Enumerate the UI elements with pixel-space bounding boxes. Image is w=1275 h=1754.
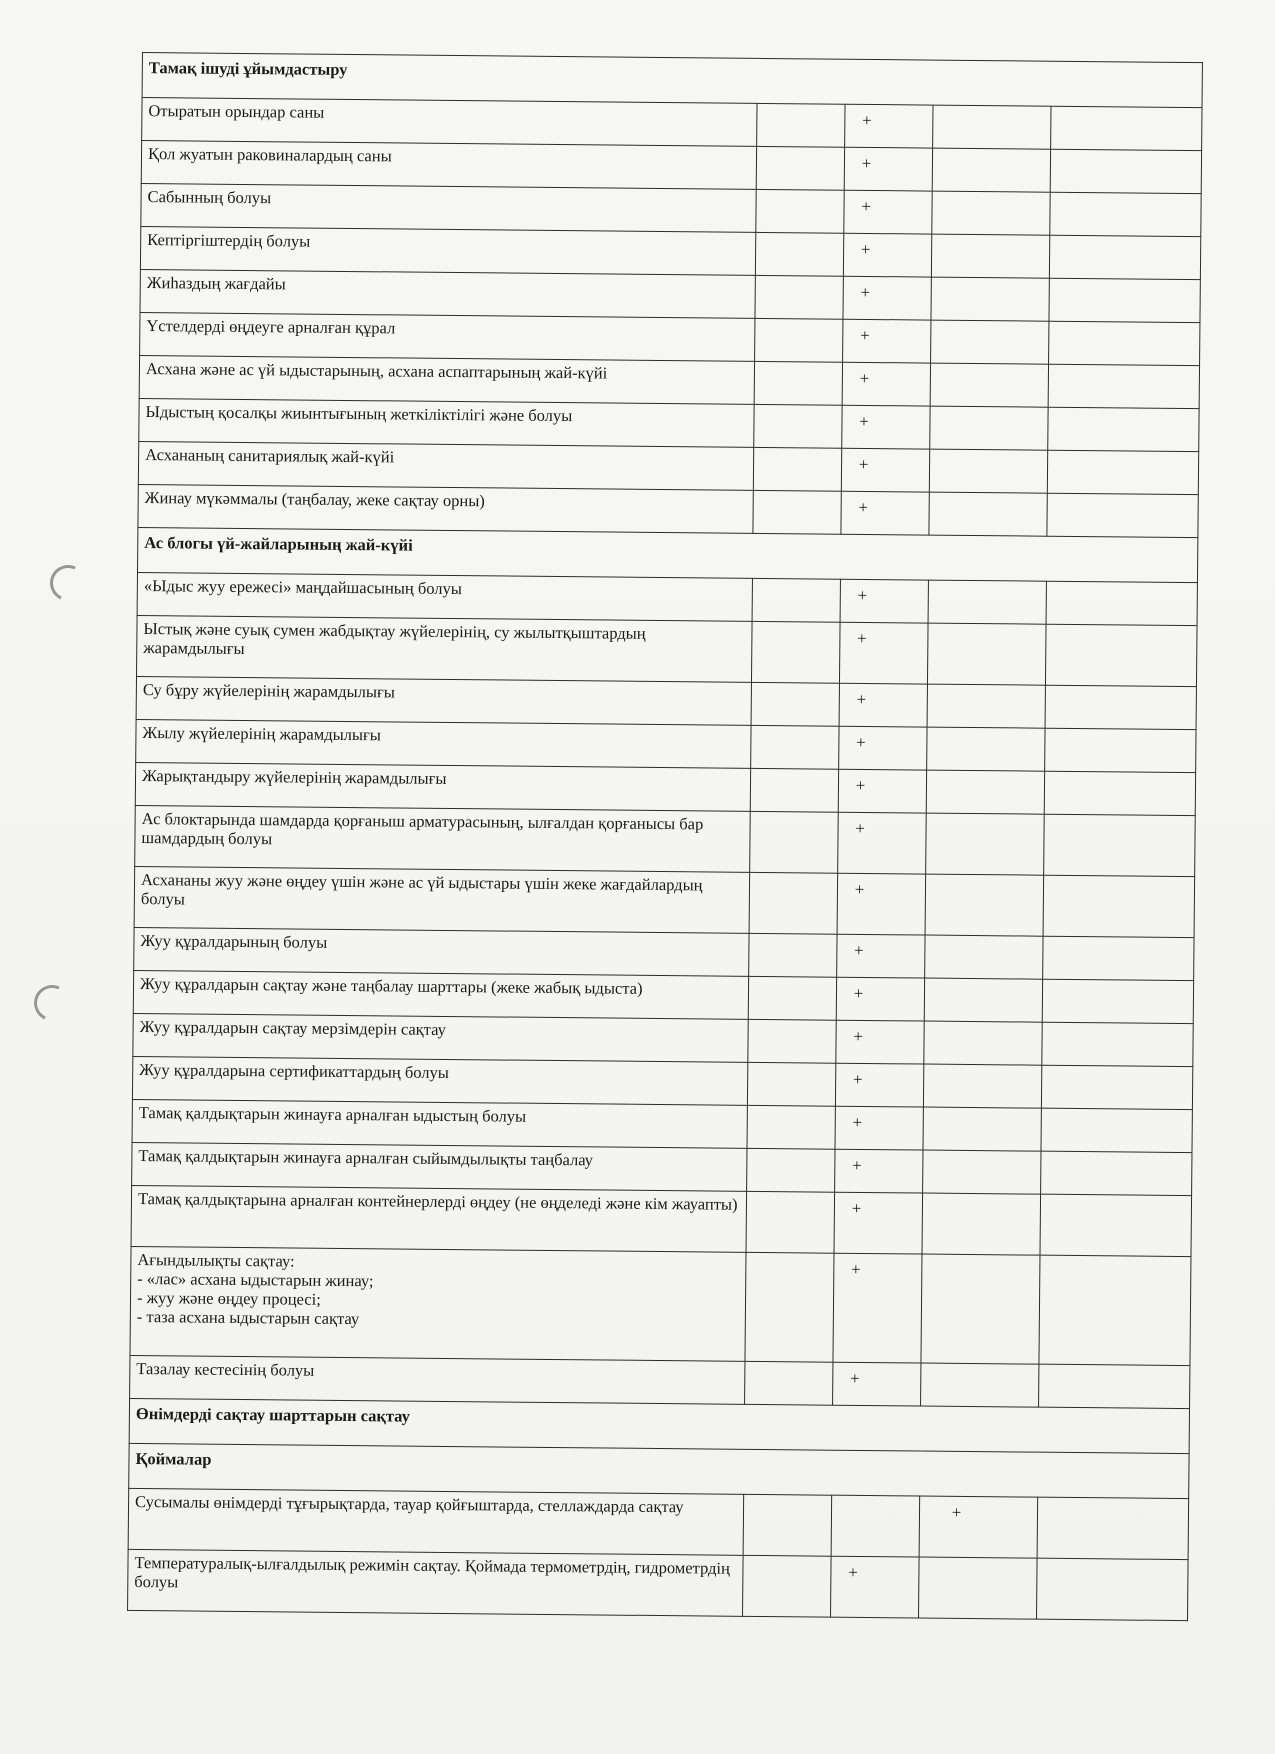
section-title: Қоймалар [129,1443,1189,1498]
plus-mark: + [861,153,872,174]
row-label: Жиһаздың жағдайы [140,269,755,318]
mark-cell-2 [835,1063,923,1107]
mark-cell-1 [749,933,837,977]
mark-cell-4 [1042,979,1193,1023]
mark-cell-4 [1037,1497,1189,1559]
row-label: Тамақ қалдықтарын жинауға арналған сыйымдылықты таңбалау [132,1142,747,1191]
mark-cell-1 [743,1555,832,1617]
plus-mark: + [849,1368,860,1388]
mark-cell-1 [750,768,838,812]
mark-cell-4 [1049,321,1200,365]
mark-cell-4 [1045,685,1196,729]
mark-cell-2 [837,873,926,935]
mark-cell-2 [839,622,928,684]
mark-cell-4 [1041,1151,1192,1195]
plus-mark: + [851,1155,862,1175]
mark-cell-1 [757,103,845,147]
mark-cell-1 [756,189,844,233]
plus-mark: + [859,368,870,388]
mark-cell-1 [747,1105,835,1149]
plus-mark: + [853,1026,863,1046]
mark-cell-1 [754,361,842,405]
mark-cell-1 [753,490,841,534]
mark-cell-4 [1046,581,1197,625]
mark-cell-4 [1048,407,1199,451]
mark-cell-4 [1049,278,1200,322]
plus-mark: + [860,282,871,302]
plus-mark: + [854,940,864,960]
mark-cell-4 [1048,364,1199,408]
mark-cell-4 [1040,1194,1192,1256]
row-label: Жуу құралдарын сақтау мерзімдерін сақтау [133,1013,748,1062]
row-label: Асхана және ас үй ыдыстарының, асхана аспаптарының жай-күйі [139,355,754,404]
mark-cell-2 [842,362,930,406]
checklist-row [128,1549,1189,1620]
row-label: «Ыдыс жуу ережесі» маңдайшасының болуы [137,572,752,621]
mark-cell-1 [752,578,840,622]
row-label: Асхананың санитариялық жай-күйі [138,441,753,490]
mark-cell-3 [928,580,1046,624]
row-label: Жуу құралдарын сақтау және таңбалау шарттары (жеке жабық ыдыста) [133,970,748,1019]
mark-cell-1 [746,1191,835,1253]
checklist-row [131,1185,1192,1256]
mark-cell-3 [924,1021,1042,1065]
mark-cell-3 [927,727,1045,771]
mark-cell-2 [839,726,927,770]
row-label: Жуу құралдарына сертификаттардың болуы [132,1056,747,1105]
mark-cell-2 [841,448,929,492]
mark-cell-1 [754,404,842,448]
mark-cell-2 [831,1556,920,1618]
mark-cell-4 [1043,936,1194,980]
mark-cell-3 [932,191,1050,235]
mark-cell-1 [747,1062,835,1106]
mark-cell-2 [841,491,929,535]
mark-cell-2 [833,1253,922,1363]
mark-cell-2 [835,1149,923,1193]
plus-mark: + [855,775,866,795]
row-label: Сусымалы өнімдерді тұғырықтарда, тауар қойғыштарда, стеллаждарда сақтау [128,1488,744,1555]
mark-cell-4 [1045,728,1196,772]
mark-cell-1 [748,976,836,1020]
checklist-row [134,866,1195,937]
mark-cell-4 [1051,106,1202,150]
row-label: Ыдыстың қосалқы жиынтығының жеткіліктілігі және болуы [139,398,754,447]
mark-cell-4 [1041,1065,1192,1109]
mark-cell-2 [838,812,927,874]
row-label: Жылу жүйелерінің жарамдылығы [136,719,751,768]
checklist-body [128,53,1203,1621]
plus-mark: + [861,110,872,131]
mark-cell-4 [1050,149,1201,193]
row-label: Ағындылықты сақтау: - «лас» асхана ыдыстарын жинау; - жуу және өңдеу процесі; - таза асхана ыдыстарын сақтау [130,1246,746,1361]
mark-cell-2 [836,1020,924,1064]
mark-cell-3 [931,277,1049,321]
mark-cell-2 [845,104,933,148]
checklist-table-wrap [127,52,1202,1621]
mark-cell-1 [749,872,838,934]
mark-cell-1 [751,725,839,769]
row-label: Температуралық-ылғалдылық режимін сақтау. Қоймада термометрдің, гидрометрдің болуы [128,1549,744,1616]
section-title: Өнімдерді сақтау шарттарын сақтау [129,1398,1189,1453]
mark-cell-1 [743,1494,832,1556]
checklist-row [128,1488,1189,1559]
row-label: Жинау мүкәммалы (таңбалау, жеке сақтау орны) [138,484,753,533]
plus-mark: + [857,628,867,648]
mark-cell-1 [747,1148,835,1192]
row-label: Су бұру жүйелерінің жарамдылығы [136,676,751,725]
mark-cell-4 [1047,493,1198,537]
mark-cell-4 [1049,235,1200,279]
mark-cell-3 [930,363,1048,407]
mark-cell-3 [933,105,1051,149]
row-label: Тазалау кестесінің болуы [130,1355,745,1404]
row-label: Ас блоктарында шамдарда қорғаныш арматурасының, ылғалдан қорғанысы бар шамдардың болуы [135,805,751,872]
row-label: Ыстық және суық сумен жабдықтау жүйелерінің, су жылытқыштардың жарамдылығы [137,615,753,682]
mark-cell-3 [921,1254,1040,1364]
plus-mark: + [861,196,871,217]
mark-cell-1 [750,811,839,873]
mark-cell-3 [927,623,1046,685]
mark-cell-1 [748,1019,836,1063]
mark-cell-3 [932,148,1050,192]
mark-cell-2 [840,579,928,623]
mark-cell-2 [836,977,924,1021]
section-title: Тамақ ішуді ұйымдастыру [142,53,1202,108]
mark-cell-2 [835,1106,923,1150]
mark-cell-3 [926,770,1044,814]
mark-cell-3 [931,320,1049,364]
mark-cell-3 [927,684,1045,728]
plus-mark: + [951,1502,962,1522]
plus-mark: + [859,411,869,431]
plus-mark: + [848,1562,858,1582]
mark-cell-4 [1042,1022,1193,1066]
mark-cell-2 [838,769,926,813]
mark-cell-4 [1044,814,1196,876]
plus-mark: + [853,983,864,1003]
plus-mark: + [851,1198,862,1218]
mark-cell-2 [837,934,925,978]
mark-cell-1 [755,318,843,362]
mark-cell-4 [1039,1255,1191,1365]
plus-mark: + [854,879,865,899]
plus-mark: + [857,585,868,605]
mark-cell-2 [831,1495,920,1557]
row-label: Тамақ қалдықтарын жинауға арналған ыдыстың болуы [132,1099,747,1148]
mark-cell-3 [919,1557,1038,1619]
row-label: Асхананы жуу және өңдеу үшін және ас үй ыдыстары үшін жеке жағдайлардың болуы [134,866,750,933]
mark-cell-2 [843,319,931,363]
row-label: Тамақ қалдықтарына арналған контейнерлерді өңдеу (не өңделеді және кім жауапты) [131,1185,747,1252]
mark-cell-3 [930,406,1048,450]
mark-cell-2 [842,405,930,449]
mark-cell-3 [923,1064,1041,1108]
mark-cell-4 [1041,1108,1192,1152]
mark-cell-1 [745,1361,833,1405]
mark-cell-4 [1039,1364,1190,1408]
mark-cell-4 [1050,192,1201,236]
mark-cell-2 [833,1362,921,1406]
mark-cell-3 [923,1107,1041,1151]
mark-cell-3 [922,1193,1041,1255]
plus-mark: + [852,1112,863,1132]
mark-cell-2 [844,190,932,234]
mark-cell-3 [926,813,1045,875]
plus-mark: + [852,1069,863,1089]
mark-cell-2 [834,1192,923,1254]
mark-cell-4 [1036,1558,1188,1620]
mark-cell-1 [755,232,843,276]
mark-cell-3 [925,874,1044,936]
plus-mark: + [855,818,865,838]
plus-mark: + [860,239,871,260]
mark-cell-4 [1045,624,1197,686]
mark-cell-3 [924,978,1042,1022]
mark-cell-1 [745,1252,834,1362]
checklist-row [135,805,1196,876]
mark-cell-1 [756,146,844,190]
mark-cell-2 [843,233,931,277]
row-label: Сабынның болуы [141,183,756,232]
mark-cell-3 [929,449,1047,493]
plus-mark: + [858,497,869,517]
mark-cell-2 [839,683,927,727]
plus-mark: + [856,732,866,752]
mark-cell-3 [925,935,1043,979]
mark-cell-3 [923,1150,1041,1194]
row-label: Отыратын орындар саны [142,98,757,147]
checklist-row [137,615,1198,686]
row-label: Жарықтандыру жүйелерінің жарамдылығы [135,762,750,811]
checklist-row [130,1246,1191,1365]
section-title: Ас блогы үй-жайларының жай-күйі [138,527,1198,582]
row-label: Кептіргіштердің болуы [140,226,755,275]
row-label: Жуу құралдарының болуы [134,927,749,976]
mark-cell-3 [921,1363,1039,1407]
plus-mark: + [858,454,869,474]
plus-mark: + [850,1259,861,1279]
checklist-table [127,52,1203,1621]
mark-cell-1 [751,621,840,683]
mark-cell-4 [1047,450,1198,494]
mark-cell-3 [919,1496,1038,1558]
mark-cell-1 [753,447,841,491]
mark-cell-4 [1043,875,1195,937]
mark-cell-1 [751,682,839,726]
mark-cell-1 [755,275,843,319]
mark-cell-3 [929,492,1047,536]
row-label: Үстелдерді өңдеуге арналған құрал [140,312,755,361]
plus-mark: + [856,689,867,709]
mark-cell-2 [843,276,931,320]
plus-mark: + [859,325,870,345]
mark-cell-3 [931,234,1049,278]
mark-cell-2 [844,147,932,191]
row-label: Қол жуатын раковиналардың саны [141,141,756,190]
mark-cell-4 [1044,771,1195,815]
